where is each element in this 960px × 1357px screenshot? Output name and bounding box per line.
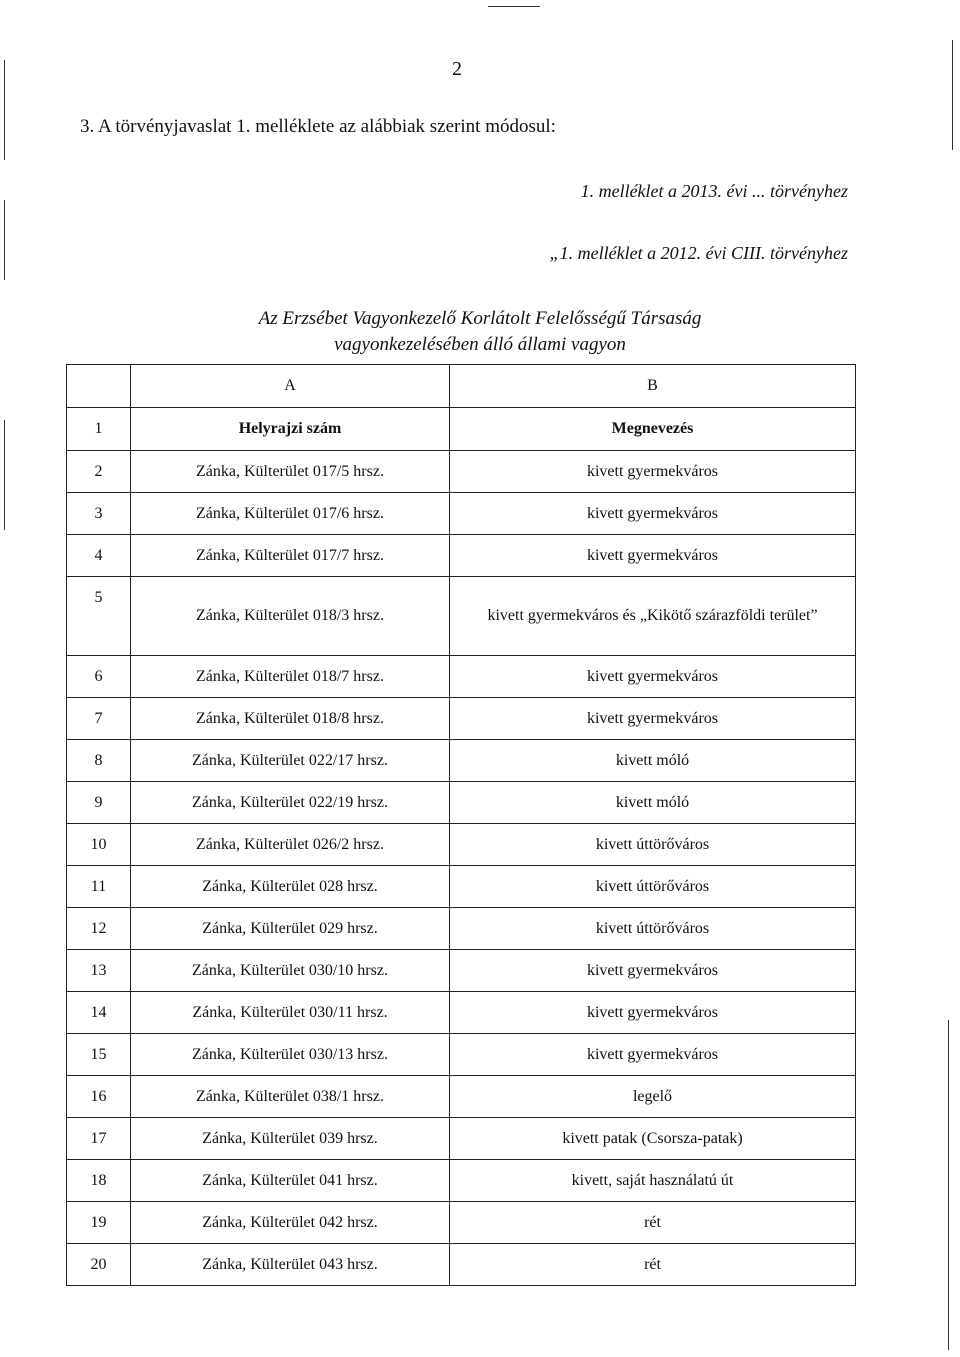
row-number: 9	[67, 782, 131, 824]
table-title-line-2: vagyonkezelésében álló állami vagyon	[334, 334, 626, 355]
row-number: 10	[67, 824, 131, 866]
row-number: 2	[67, 451, 131, 493]
table-row	[67, 1076, 856, 1118]
column-letter-a: A	[131, 365, 450, 408]
designation: rét	[450, 1202, 856, 1244]
header-row-number: 1	[67, 408, 131, 451]
table-row	[67, 1034, 856, 1076]
row-number: 15	[67, 1034, 131, 1076]
row-number: 11	[67, 866, 131, 908]
row-number: 16	[67, 1076, 131, 1118]
parcel-number: Zánka, Külterület 018/3 hrsz.	[131, 577, 450, 656]
column-letter-row	[67, 365, 856, 408]
property-table	[66, 364, 856, 1286]
row-number: 19	[67, 1202, 131, 1244]
parcel-number: Zánka, Külterület 026/2 hrsz.	[131, 824, 450, 866]
row-number: 3	[67, 493, 131, 535]
table-row	[67, 824, 856, 866]
table-row	[67, 1202, 856, 1244]
designation: kivett gyermekváros	[450, 950, 856, 992]
table-row	[67, 493, 856, 535]
table-row	[67, 451, 856, 493]
page-number: 2	[452, 58, 462, 80]
parcel-number: Zánka, Külterület 017/7 hrsz.	[131, 535, 450, 577]
parcel-number: Zánka, Külterület 030/13 hrsz.	[131, 1034, 450, 1076]
row-number: 14	[67, 992, 131, 1034]
scan-right-margin-line	[952, 40, 953, 150]
row-number: 18	[67, 1160, 131, 1202]
table-row	[67, 992, 856, 1034]
designation: kivett, saját használatú út	[450, 1160, 856, 1202]
table-title-line-1: Az Erzsébet Vagyonkezelő Korlátolt Felelősségű Társaság	[258, 308, 702, 329]
row-number: 5	[67, 577, 131, 656]
header-row	[67, 408, 856, 451]
row-number: 4	[67, 535, 131, 577]
parcel-number: Zánka, Külterület 017/5 hrsz.	[131, 451, 450, 493]
designation: kivett gyermekváros	[450, 535, 856, 577]
table-row	[67, 740, 856, 782]
row-number: 17	[67, 1118, 131, 1160]
parcel-number: Zánka, Külterület 022/19 hrsz.	[131, 782, 450, 824]
table-row	[67, 1244, 856, 1286]
parcel-number: Zánka, Külterület 042 hrsz.	[131, 1202, 450, 1244]
parcel-number: Zánka, Külterület 038/1 hrsz.	[131, 1076, 450, 1118]
scan-left-margin-line	[4, 60, 5, 160]
parcel-number: Zánka, Külterület 043 hrsz.	[131, 1244, 450, 1286]
table-row	[67, 782, 856, 824]
scan-left-margin-line-2	[4, 200, 5, 280]
table-row	[67, 908, 856, 950]
table-row	[67, 698, 856, 740]
table-row	[67, 577, 856, 656]
parcel-number: Zánka, Külterület 030/10 hrsz.	[131, 950, 450, 992]
designation: legelő	[450, 1076, 856, 1118]
designation: kivett úttörőváros	[450, 866, 856, 908]
row-number: 7	[67, 698, 131, 740]
row-number: 6	[67, 656, 131, 698]
designation: kivett gyermekváros	[450, 1034, 856, 1076]
designation: kivett patak (Csorsza-patak)	[450, 1118, 856, 1160]
annex-reference-2013: 1. melléklet a 2013. évi ... törvényhez	[580, 181, 848, 201]
header-designation: Megnevezés	[450, 408, 856, 451]
row-number: 8	[67, 740, 131, 782]
designation: kivett móló	[450, 740, 856, 782]
designation: kivett gyermekváros	[450, 493, 856, 535]
scan-left-margin-line-3	[4, 420, 5, 530]
parcel-number: Zánka, Külterület 017/6 hrsz.	[131, 493, 450, 535]
designation: kivett gyermekváros	[450, 992, 856, 1034]
scan-right-margin-line-2	[948, 1020, 949, 1350]
designation: rét	[450, 1244, 856, 1286]
designation: kivett móló	[450, 782, 856, 824]
designation: kivett gyermekváros	[450, 656, 856, 698]
table-row	[67, 535, 856, 577]
designation: kivett úttörőváros	[450, 908, 856, 950]
parcel-number: Zánka, Külterület 018/8 hrsz.	[131, 698, 450, 740]
row-number: 13	[67, 950, 131, 992]
designation: kivett gyermekváros és „Kikötő szárazföldi terület”	[450, 577, 856, 656]
parcel-number: Zánka, Külterület 041 hrsz.	[131, 1160, 450, 1202]
column-letter-b: B	[450, 365, 856, 408]
scan-top-line	[488, 6, 540, 7]
parcel-number: Zánka, Külterület 028 hrsz.	[131, 866, 450, 908]
parcel-number: Zánka, Külterület 022/17 hrsz.	[131, 740, 450, 782]
amendment-instruction: 3. A törvényjavaslat 1. melléklete az alábbiak szerint módosul:	[80, 116, 556, 137]
header-parcel-number: Helyrajzi szám	[131, 408, 450, 451]
table-row	[67, 950, 856, 992]
designation: kivett úttörőváros	[450, 824, 856, 866]
designation: kivett gyermekváros	[450, 698, 856, 740]
parcel-number: Zánka, Külterület 030/11 hrsz.	[131, 992, 450, 1034]
designation: kivett gyermekváros	[450, 451, 856, 493]
table-row	[67, 866, 856, 908]
table-row	[67, 656, 856, 698]
annex-reference-2012: „1. melléklet a 2012. évi CIII. törvényhez	[549, 243, 848, 263]
table-row	[67, 1118, 856, 1160]
parcel-number: Zánka, Külterület 039 hrsz.	[131, 1118, 450, 1160]
table-row	[67, 1160, 856, 1202]
parcel-number: Zánka, Külterület 018/7 hrsz.	[131, 656, 450, 698]
row-number: 12	[67, 908, 131, 950]
corner-cell	[67, 365, 131, 408]
row-number: 20	[67, 1244, 131, 1286]
parcel-number: Zánka, Külterület 029 hrsz.	[131, 908, 450, 950]
table-title	[120, 306, 840, 358]
